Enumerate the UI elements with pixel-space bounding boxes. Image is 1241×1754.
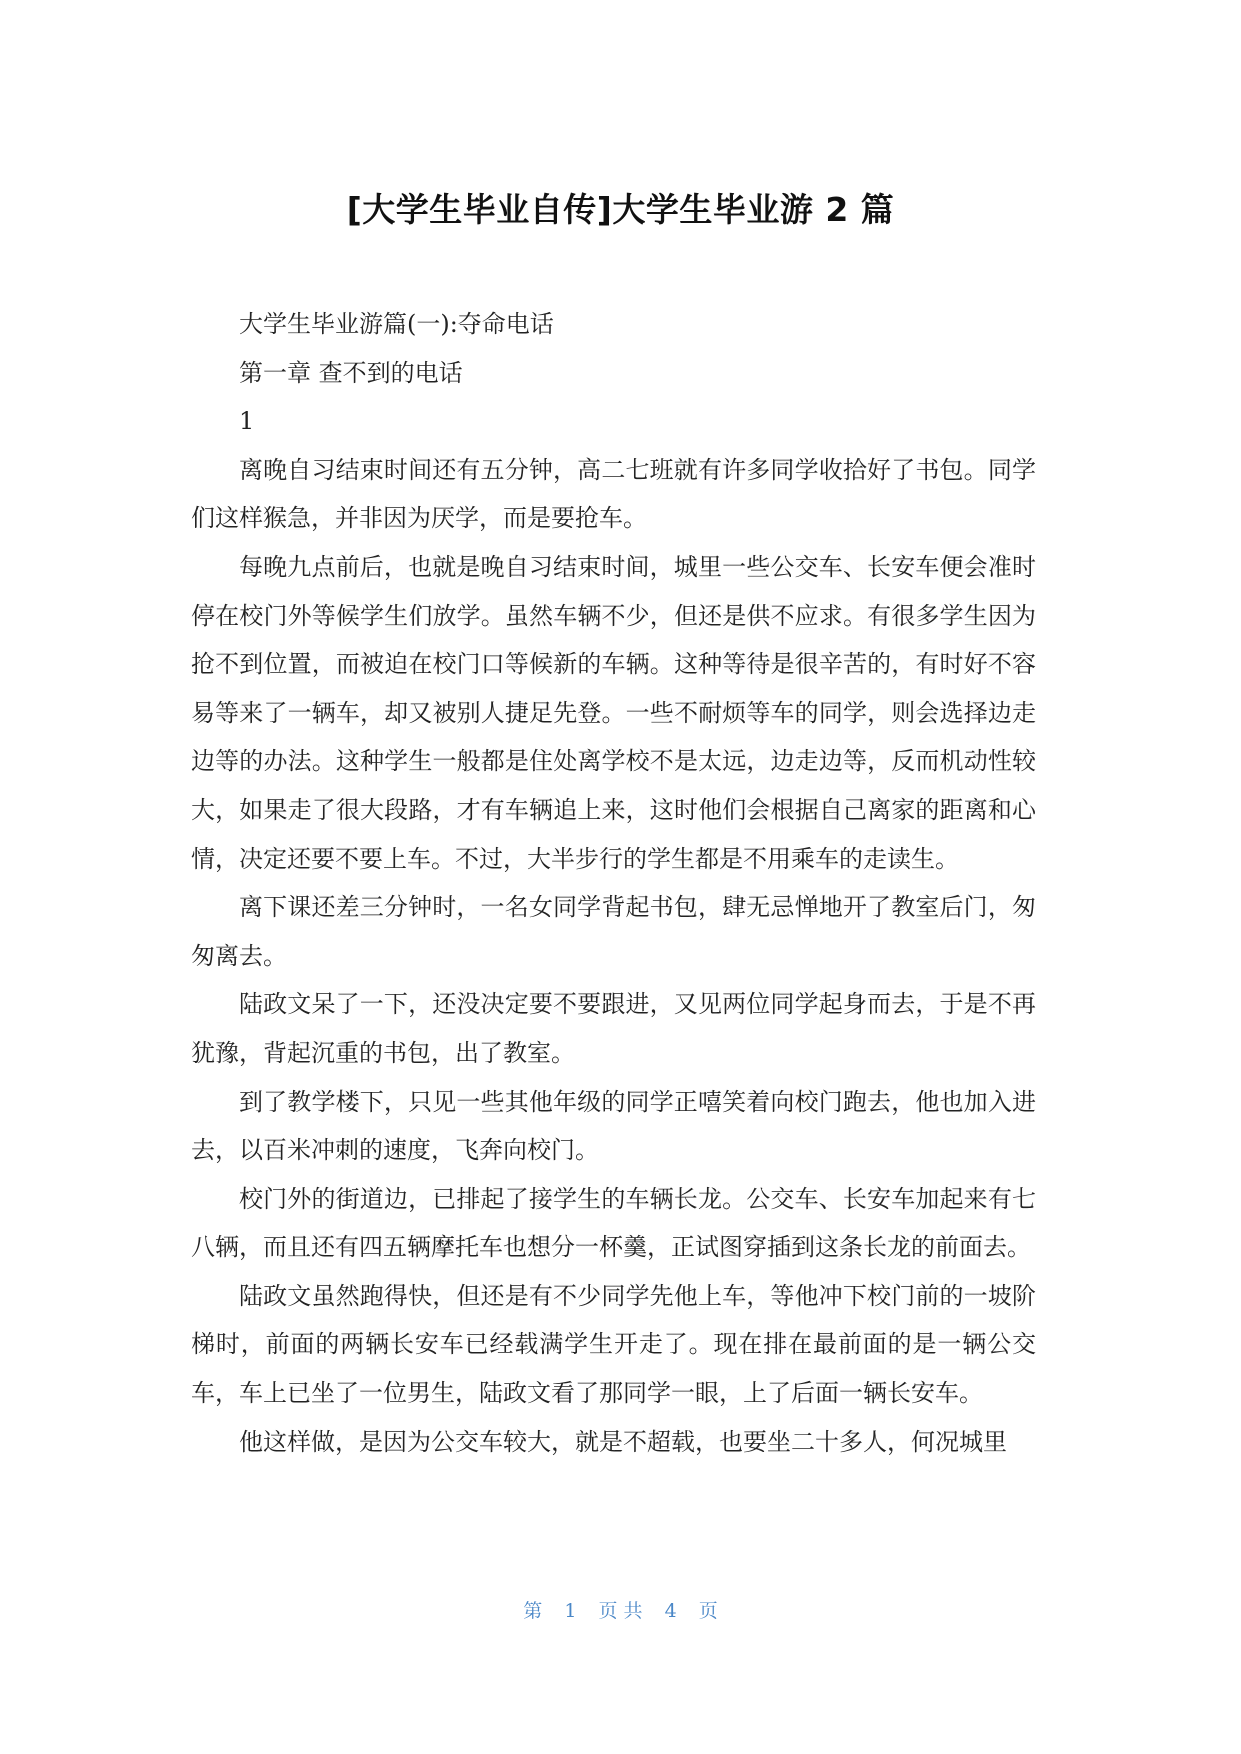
footer-label-of: 页 共 — [598, 1600, 643, 1622]
paragraph: 离晚自习结束时间还有五分钟，高二七班就有许多同学收拾好了书包。同学们这样猴急，并非因为厌学，而是要抢车。 — [191, 455, 1036, 533]
footer-label-pages: 页 — [698, 1600, 718, 1622]
paragraph: 陆政文呆了一下，还没决定要不要跟进，又见两位同学起身而去，于是不再犹豫，背起沉重的书包，出了教室。 — [191, 990, 1036, 1067]
footer-total-pages: 4 — [664, 1600, 677, 1622]
paragraph: 离下课还差三分钟时，一名女同学背起书包，肆无忌惮地开了教室后门，匆匆离去。 — [191, 893, 1036, 970]
paragraph: 到了教学楼下，只见一些其他年级的同学正嘻笑着向校门跑去，他也加入进去，以百米冲刺的速度，飞奔向校门。 — [191, 1087, 1036, 1165]
page-footer — [0, 1599, 1241, 1623]
document-body — [191, 300, 1036, 1466]
footer-label-page: 第 — [523, 1600, 543, 1622]
paragraph: 他这样做，是因为公交车较大，就是不超载，也要坐二十多人，何况城里 — [239, 1427, 1007, 1456]
section-heading: 大学生毕业游篇(一):夺命电话 — [239, 310, 554, 338]
paragraph: 陆政文虽然跑得快，但还是有不少同学先他上车，等他冲下校门前的一坡阶梯时，前面的两辆长安车已经载满学生开走了。现在排在最前面的是一辆公交车，车上已坐了一位男生，陆政文看了那同学一眼，上了后面一辆长安车。 — [191, 1281, 1036, 1408]
section-number: 1 — [239, 407, 255, 436]
chapter-heading: 第一章 查不到的电话 — [239, 358, 463, 387]
paragraph: 每晚九点前后，也就是晚自习结束时间，城里一些公交车、长安车便会准时停在校门外等候学生们放学。虽然车辆不少，但还是供不应求。有很多学生因为抢不到位置，而被迫在校门口等候新的车辆。这种等待是很辛苦的，有时好不容易等来了一辆车，却又被别人捷足先登。一些不耐烦等车的同学，则会选择边走边等的办法。这种学生一般都是住处离学校不是太远，边走边等，反而机动性较大，如果走了很大段路，才有车辆追上来，这时他们会根据自己离家的距离和心情，决定还要不要上车。不过，大半步行的学生都是不用乘车的走读生。 — [191, 552, 1036, 873]
footer-current-page: 1 — [564, 1600, 577, 1622]
paragraph: 校门外的街道边，已排起了接学生的车辆长龙。公交车、长安车加起来有七八辆，而且还有四五辆摩托车也想分一杯羹，正试图穿插到这条长龙的前面去。 — [191, 1184, 1036, 1262]
document-title: [大学生毕业自传]大学生毕业游 2 篇 — [346, 190, 895, 229]
